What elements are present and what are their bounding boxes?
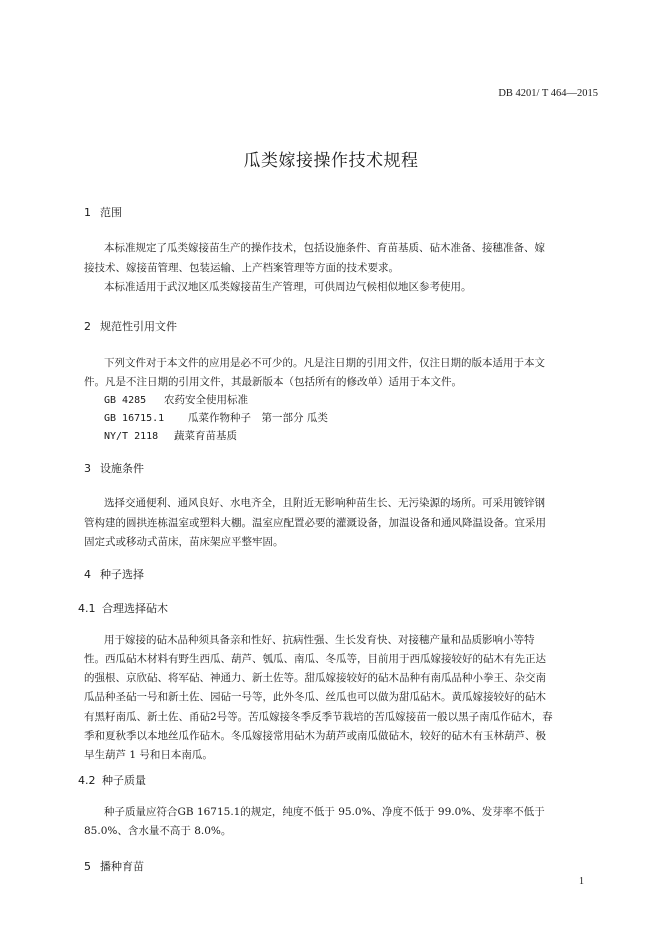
paragraph-line: 固定式或移动式苗床，苗床架应平整牢固。	[84, 536, 284, 548]
paragraph-line: 管构建的圆拱连栋温室或塑料大棚。温室应配置必要的灌溉设备，加温设备和通风降温设备。宜采用	[84, 517, 546, 529]
subsection-number: 4.1	[78, 602, 96, 615]
section-2-heading	[84, 318, 177, 334]
paragraph-line: 选择交通便利、通风良好、水电齐全，且附近无影响种苗生长、无污染源的场所。可采用镀锌钢	[104, 497, 545, 509]
reference-title: 瓜菜作物种子 第一部分 瓜类	[188, 412, 328, 424]
paragraph-line: 有黑籽南瓜、新土佐、甬砧2号等。苦瓜嫁接冬季反季节栽培的苦瓜嫁接苗一般以黑子南瓜作砧木，春	[84, 711, 553, 723]
section-number: 5	[84, 860, 91, 873]
paragraph-line: 85.0%、含水量不高于 8.0%。	[84, 825, 232, 837]
section-title: 范围	[100, 206, 122, 219]
document-title: 瓜类嫁接操作技术规程	[243, 151, 419, 171]
section-number: 3	[84, 462, 91, 475]
reference-code: GB 4285	[104, 395, 147, 406]
page-number: 1	[579, 876, 584, 887]
section-title: 设施条件	[100, 462, 144, 475]
subsection-4-1-heading	[78, 600, 168, 616]
section-number: 1	[84, 206, 91, 219]
reference-item	[104, 410, 328, 425]
section-3-heading	[84, 460, 144, 476]
reference-title: 农药安全使用标准	[164, 394, 248, 406]
paragraph-line: 瓜品种圣砧一号和新土佐、园砧一号等，此外冬瓜、丝瓜也可以做为甜瓜砧木。黄瓜嫁接较好的砧木	[84, 691, 546, 703]
reference-item	[104, 392, 248, 407]
paragraph-line: 下列文件对于本文件的应用是必不可少的。凡是注日期的引用文件，仅注日期的版本适用于本文	[104, 357, 545, 369]
paragraph-line: 季和夏秋季以本地丝瓜作砧木。冬瓜嫁接常用砧木为葫芦或南瓜做砧木，较好的砧木有玉林葫芦、极	[84, 730, 546, 742]
paragraph-line: 性。西瓜砧木材料有野生西瓜、葫芦、瓠瓜、南瓜、冬瓜等，目前用于西瓜嫁接较好的砧木有先正达	[84, 653, 546, 665]
subsection-number: 4.2	[78, 774, 96, 787]
subsection-title: 种子质量	[102, 774, 146, 787]
section-title: 种子选择	[100, 568, 144, 581]
section-number: 2	[84, 320, 91, 333]
section-title: 规范性引用文件	[100, 320, 177, 333]
section-title: 播种育苗	[100, 860, 144, 873]
paragraph-line: 本标准规定了瓜类嫁接苗生产的操作技术，包括设施条件、育苗基质、砧木准备、接穗准备、嫁	[104, 242, 545, 254]
reference-code: NY/T 2118	[104, 431, 159, 442]
reference-title: 蔬菜育苗基质	[174, 430, 237, 442]
section-1-heading	[84, 204, 122, 220]
section-number: 4	[84, 568, 91, 581]
section-5-heading	[84, 858, 144, 874]
standard-number: DB 4201/ T 464—2015	[498, 88, 598, 99]
paragraph-line: 件。凡是不注日期的引用文件，其最新版本（包括所有的修改单）适用于本文件。	[84, 376, 462, 388]
section-4-heading	[84, 566, 144, 582]
subsection-title: 合理选择砧木	[102, 602, 168, 615]
reference-item	[104, 428, 237, 443]
paragraph-line: 本标准适用于武汉地区瓜类嫁接苗生产管理，可供周边气候相似地区参考使用。	[104, 281, 472, 293]
paragraph-line: 种子质量应符合GB 16715.1的规定，纯度不低于 95.0%、净度不低于 99.0%、发芽率不低于	[104, 806, 545, 818]
subsection-4-2-heading	[78, 772, 146, 788]
reference-code: GB 16715.1	[104, 413, 165, 424]
paragraph-line: 早生葫芦 1 号和日本南瓜。	[84, 749, 213, 761]
paragraph-line: 的强根、京欣砧、将军砧、神通力、新土佐等。甜瓜嫁接较好的砧木品种有南瓜品种小拳王、杂交南	[84, 672, 546, 684]
paragraph-line: 接技术、嫁接苗管理、包装运输、上产档案管理等方面的技术要求。	[84, 262, 399, 274]
paragraph-line: 用于嫁接的砧木品种须具备亲和性好、抗病性强、生长发育快、对接穗产量和品质影响小等特	[104, 634, 535, 646]
